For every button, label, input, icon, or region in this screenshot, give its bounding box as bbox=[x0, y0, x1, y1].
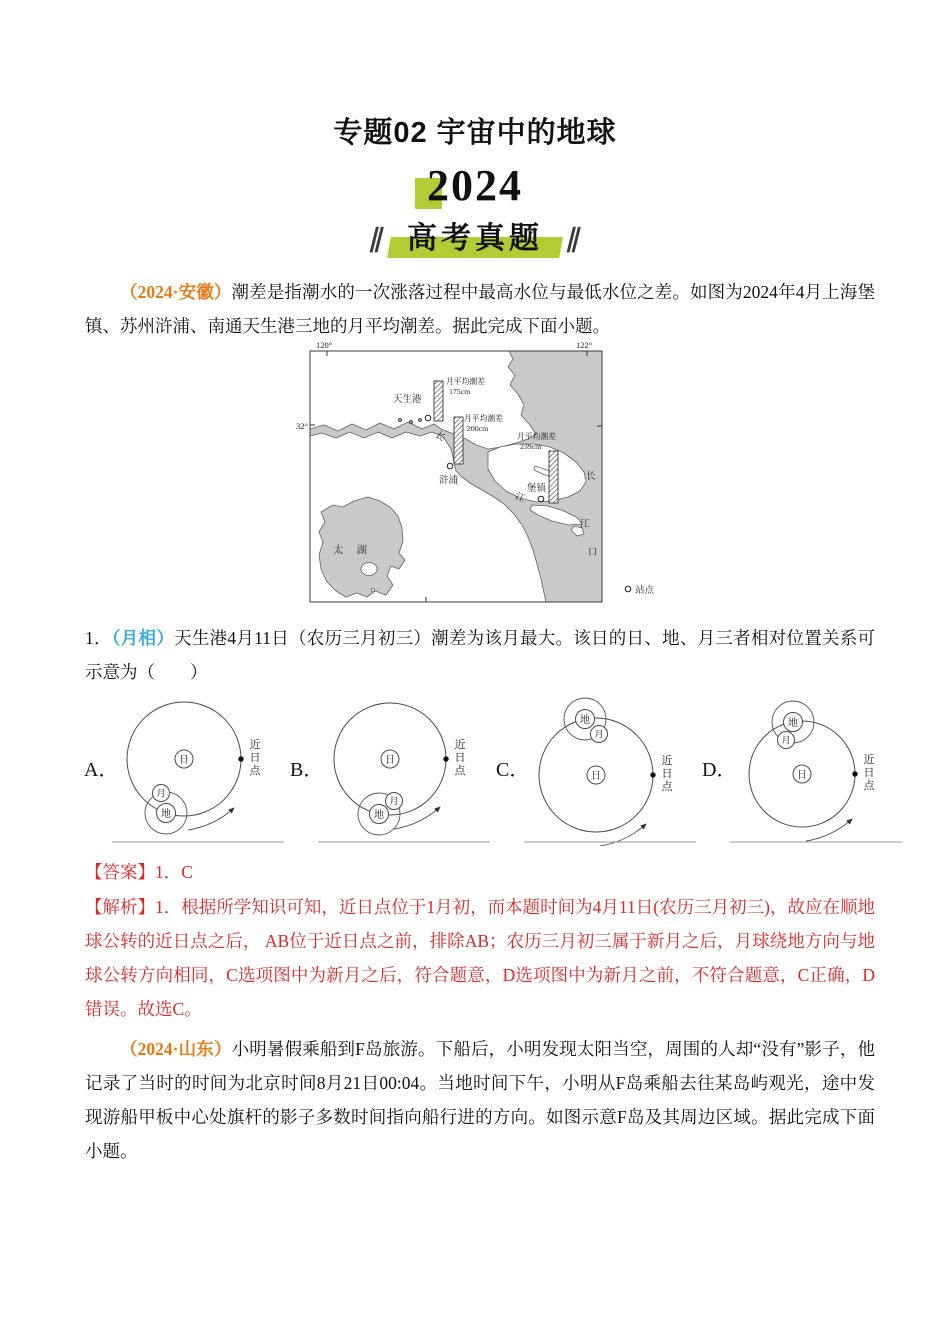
perihelion-dot bbox=[443, 756, 448, 761]
earth-label: 地 bbox=[161, 808, 171, 820]
revolution-arrow bbox=[394, 807, 440, 829]
option-d bbox=[702, 689, 906, 846]
bar-label-2-line1: 月平均潮差 bbox=[464, 414, 503, 423]
intro-paragraph-shandong bbox=[85, 1032, 875, 1168]
bar-hupu bbox=[454, 417, 463, 464]
year-banner: 2024 bbox=[427, 161, 523, 210]
label-hupu: 浒浦 bbox=[439, 476, 459, 486]
bar-label-1-line2: 175cm bbox=[449, 387, 471, 396]
option-label: C． bbox=[496, 759, 530, 781]
river-char-jiang-mouth: 江 bbox=[580, 520, 590, 530]
answer-value: 1．C bbox=[155, 862, 193, 882]
perihelion-dot bbox=[238, 756, 243, 761]
sun-label: 日 bbox=[797, 769, 807, 781]
sun-label: 日 bbox=[385, 754, 395, 766]
option-c bbox=[496, 689, 700, 846]
lake-island bbox=[361, 563, 377, 576]
sun-label: 日 bbox=[591, 770, 601, 782]
town-dot bbox=[399, 419, 402, 422]
analysis-label: 【解析】 bbox=[85, 897, 156, 917]
earth-label: 地 bbox=[788, 717, 798, 729]
label-baozhen: 堡镇 bbox=[527, 484, 547, 494]
perihelion-label: 日 bbox=[454, 752, 466, 764]
bar-label-3-line1: 月平均潮差 bbox=[517, 432, 556, 441]
year-banner-row bbox=[0, 163, 950, 213]
bar-baozhen bbox=[549, 451, 558, 503]
earth-label: 地 bbox=[580, 714, 590, 726]
river-char-kou-mouth: 口 bbox=[588, 548, 598, 558]
lon-label-left: 120° bbox=[316, 340, 333, 350]
option-a bbox=[84, 689, 288, 846]
perihelion-label: 日 bbox=[249, 752, 261, 764]
bar-label-3-line2: 239cm bbox=[520, 442, 542, 451]
perihelion-label: 近 bbox=[454, 739, 466, 751]
option-b bbox=[290, 689, 494, 846]
answer-label: 【答案】 bbox=[85, 862, 155, 882]
orbit-diagram bbox=[112, 689, 288, 846]
bar-tianshenggang bbox=[434, 381, 443, 421]
perihelion-dot bbox=[852, 771, 857, 776]
source-tag-shandong: （2024·山东） bbox=[120, 1039, 232, 1059]
left-slash-decoration-icon: ∥ bbox=[366, 224, 387, 254]
source-tag-anhui: （2024·安徽） bbox=[120, 282, 232, 302]
right-slash-decoration-icon: ∥ bbox=[563, 224, 584, 254]
river-char-chang-upstream: 长 bbox=[433, 430, 447, 445]
option-label: D． bbox=[702, 759, 737, 781]
moon-label: 月 bbox=[156, 789, 166, 800]
intro-text-shandong: 小明暑假乘船到F岛旅游。下船后，小明发现太阳当空，周围的人却“没有”影子，他记录了当时的时间为北京时间8月21日00:04。当地时间下午，小明从F岛乘船去往某岛屿观光，途中发现游船甲板中心处旗杆的影子多数时间指向船行进的方向。如图示意F岛及其周边区域。据此完成下面小题。 bbox=[85, 1039, 876, 1161]
analysis-paragraph bbox=[85, 890, 875, 1026]
revolution-arrow bbox=[188, 808, 234, 830]
question-1-topic-tag: （月相） bbox=[111, 628, 175, 648]
station-baozhen-icon bbox=[538, 496, 544, 502]
question-1-number: 1． bbox=[85, 628, 112, 648]
station-hupu-icon bbox=[447, 463, 453, 469]
sun-label: 日 bbox=[179, 754, 189, 766]
orbit-diagram bbox=[524, 689, 700, 846]
label-taihu: 太湖 bbox=[333, 545, 380, 556]
perihelion-label: 点 bbox=[454, 765, 466, 777]
moon-label: 月 bbox=[389, 797, 399, 808]
analysis-text: 1．根据所学知识可知，近日点位于1月初，而本题时间为4月11日(农历三月初三)，故应在顺地球公转的近日点之后， AB位于近日点之前，排除AB；农历三月初三属于新月之后，月球绕地方向与地球公转方向相同，C选项图中为新月之后，符合题意，D选项图中为新月之前，不符合题意，C正确，D错误。故选C。 bbox=[85, 897, 875, 1019]
earth-label: 地 bbox=[374, 809, 384, 821]
perihelion-label: 点 bbox=[249, 765, 261, 777]
perihelion-dot bbox=[650, 772, 655, 777]
option-label: B． bbox=[290, 759, 324, 781]
map-figure-wrap bbox=[296, 339, 666, 613]
river-char-chang-mouth: 长 bbox=[586, 472, 596, 482]
perihelion-label: 近 bbox=[249, 739, 261, 751]
orbit-diagram bbox=[318, 689, 494, 846]
river-char-jiang-upstream: 江 bbox=[513, 491, 527, 505]
question-1-text: 天生港4月11日（农历三月初三）潮差为该月最大。该日的日、地、月三者相对位置关系可示意为（ ） bbox=[85, 628, 875, 682]
perihelion-label: 点 bbox=[863, 780, 875, 792]
town-dot bbox=[410, 421, 413, 424]
page-title: 专题02 宇宙中的地球 bbox=[333, 117, 617, 149]
moon-label: 月 bbox=[781, 736, 791, 747]
answer-line bbox=[85, 856, 875, 888]
perihelion-label: 日 bbox=[661, 768, 673, 780]
legend-station-icon bbox=[625, 586, 631, 592]
tidal-range-map bbox=[296, 339, 661, 611]
label-tianshenggang: 天生港 bbox=[393, 395, 422, 405]
perihelion-label: 日 bbox=[863, 767, 875, 779]
town-dot bbox=[419, 419, 422, 422]
perihelion-label: 近 bbox=[661, 755, 673, 767]
exam-badge-row bbox=[0, 217, 950, 261]
bar-label-1-line1: 月平均潮差 bbox=[446, 377, 485, 386]
orbit-diagram bbox=[730, 689, 906, 846]
question-1 bbox=[85, 621, 875, 689]
bar-label-2-line2: 200cm bbox=[467, 424, 489, 433]
lake-islet bbox=[371, 588, 374, 591]
perihelion-label: 近 bbox=[863, 754, 875, 766]
option-label: A． bbox=[84, 759, 119, 781]
lat-label: 32° bbox=[296, 421, 308, 431]
intro-text-anhui: 潮差是指潮水的一次涨落过程中最高水位与最低水位之差。如图为2024年4月上海堡镇、苏州浒浦、南通天生港三地的月平均潮差。据此完成下面小题。 bbox=[85, 282, 875, 336]
revolution-arrow bbox=[806, 819, 852, 841]
perihelion-label: 点 bbox=[661, 781, 673, 793]
lon-label-right: 122° bbox=[576, 340, 593, 350]
station-tianshenggang-icon bbox=[425, 415, 431, 421]
intro-paragraph-anhui bbox=[85, 275, 875, 343]
moon-label: 月 bbox=[594, 730, 604, 741]
exam-badge: 高考真题 bbox=[397, 220, 553, 258]
legend-label: 站点 bbox=[635, 586, 655, 596]
revolution-arrow bbox=[600, 824, 646, 846]
question-1-options bbox=[84, 689, 950, 846]
